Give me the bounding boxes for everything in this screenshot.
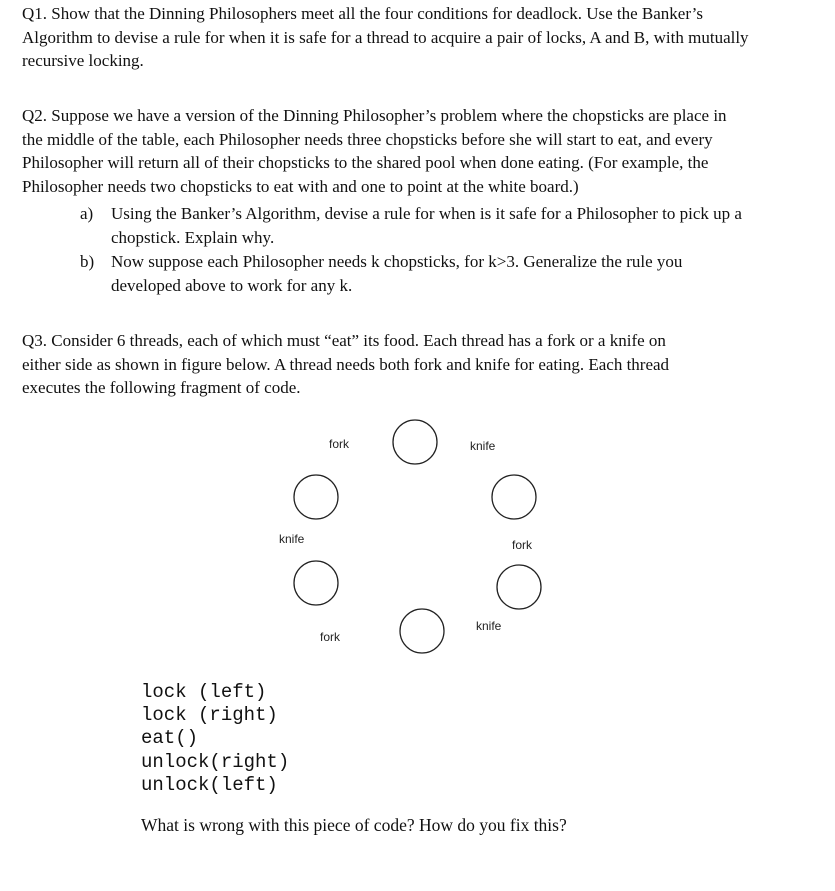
q3-final-question: What is wrong with this piece of code? How do you fix this? (141, 815, 567, 835)
utensil-label-knife-bottom-right: knife (476, 619, 502, 633)
code-line-1: lock (left) (141, 681, 267, 703)
q2-item-a-line-1: Using the Banker’s Algorithm, devise a rule for when is it safe for a Philosopher to pick up a (111, 204, 742, 223)
q3-line-1: Q3. Consider 6 threads, each of which must “eat” its food. Each thread has a fork or a knife on (22, 331, 666, 350)
q2-item-b-line-1: Now suppose each Philosopher needs k chopsticks, for k>3. Generalize the rule you (111, 252, 683, 271)
code-fragment (141, 681, 289, 797)
code-line-2: lock (right) (141, 704, 278, 727)
code-line-5: unlock(left) (141, 773, 278, 796)
utensil-label-knife-left: knife (279, 532, 305, 546)
q3-line-2: either side as shown in figure below. A thread needs both fork and knife for eating. Each thread (22, 354, 670, 374)
utensil-label-fork-bottom: fork (320, 630, 341, 644)
utensil-label-fork-right: fork (512, 538, 533, 552)
thread-circle-6 (294, 475, 338, 519)
thread-circle-4 (400, 609, 444, 653)
q2-item-a-line-2: chopstick. Explain why. (111, 227, 275, 247)
thread-circle-2 (492, 475, 536, 519)
q2-line-1: Q2. Suppose we have a version of the Dinning Philosopher’s problem where the chopsticks are place in (22, 106, 727, 125)
q3-line-3: executes the following fragment of code. (22, 378, 301, 397)
q2-item-a-marker: a) (80, 204, 94, 223)
q2-line-2: the middle of the table, each Philosopher needs three chopsticks before she will start to eat, and every (22, 129, 713, 149)
code-line-3: eat() (141, 727, 199, 750)
q2-line-4: Philosopher needs two chopsticks to eat with and one to point at the white board.) (22, 176, 579, 196)
q2-item-b-marker: b) (80, 252, 95, 271)
code-line-4: unlock(right) (141, 750, 290, 773)
q1-line-3: recursive locking. (22, 51, 144, 70)
q1-line-1: Q1. Show that the Dinning Philosophers meet all the four conditions for deadlock. Use the Banker’s (22, 4, 703, 23)
thread-circle-1 (393, 420, 437, 464)
q1-line-2: Algorithm to devise a rule for when it is safe for a thread to acquire a pair of locks, A and B, with mutually (22, 27, 749, 47)
q2-item-b-line-2: developed above to work for any k. (111, 275, 353, 295)
utensil-label-knife-top-right: knife (470, 439, 496, 453)
utensil-label-fork-top: fork (329, 437, 350, 451)
thread-circle-5 (294, 561, 338, 605)
thread-circle-3 (497, 565, 541, 609)
q2-line-3: Philosopher will return all of their chopsticks to the shared pool when done eating. (For example, the (22, 153, 709, 172)
